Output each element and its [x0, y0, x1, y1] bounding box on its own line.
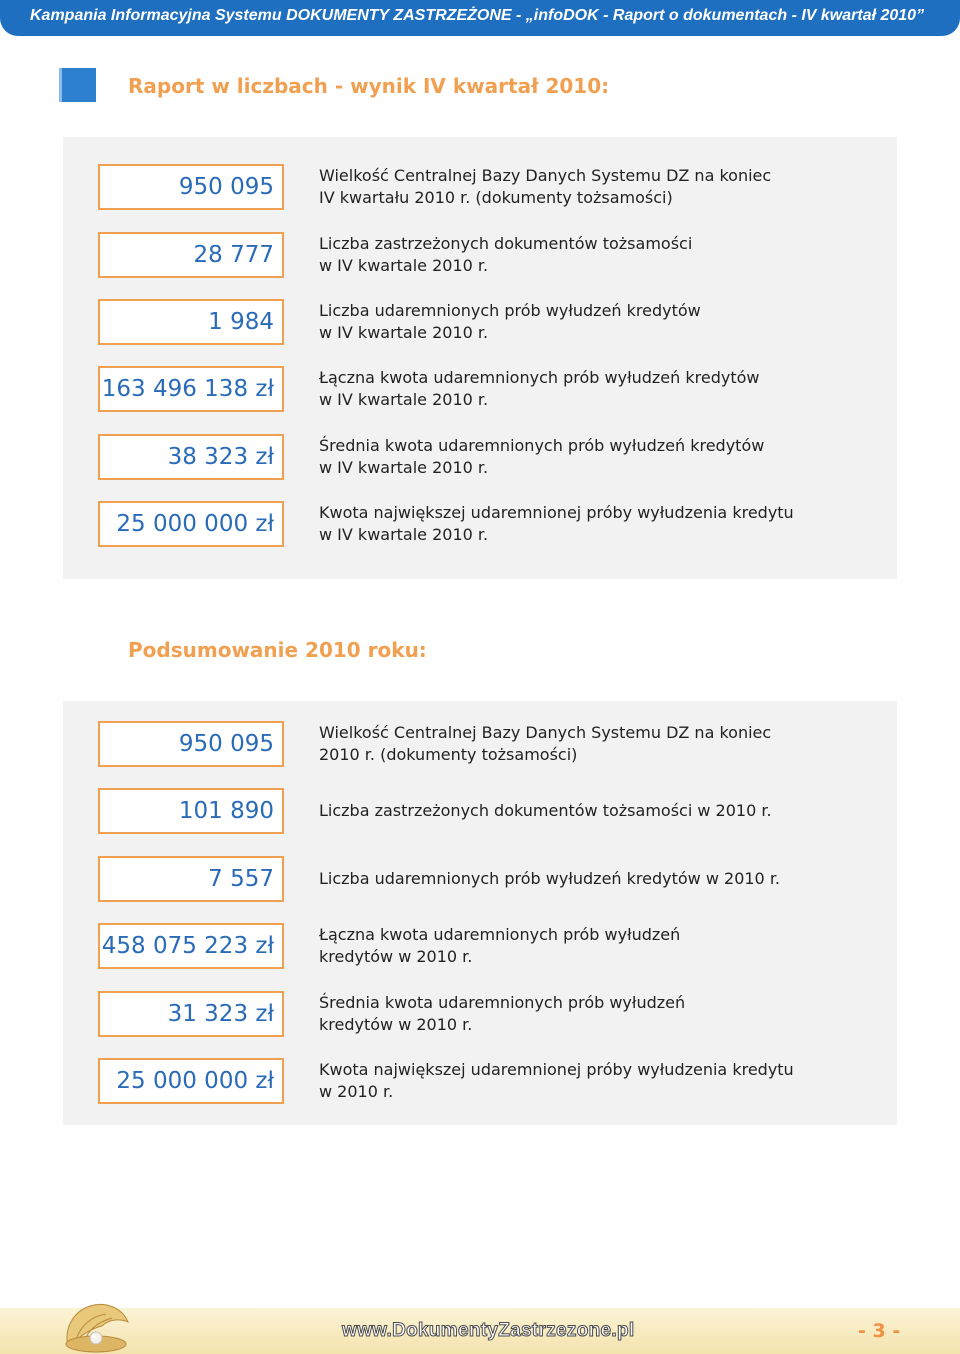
stat-description-line: w IV kwartale 2010 r.: [319, 525, 489, 544]
stat-row: [63, 366, 897, 416]
stat-description-line: Średnia kwota udaremnionych prób wyłudzeń kredytów: [319, 436, 765, 455]
stat-description-line: w 2010 r.: [319, 1082, 394, 1101]
stat-description-line: Wielkość Centralnej Bazy Danych Systemu DZ na koniec: [319, 723, 772, 742]
stat-description-line: w IV kwartale 2010 r.: [319, 458, 489, 477]
stat-description-line: kredytów w 2010 r.: [319, 947, 473, 966]
year-stats-panel: [63, 701, 897, 1125]
stat-description-line: w IV kwartale 2010 r.: [319, 323, 489, 342]
stat-value: 458 075 223 zł: [98, 923, 284, 969]
section-marker-square: [62, 68, 96, 102]
stat-value: 950 095: [98, 164, 284, 210]
section-title-2010: Podsumowanie 2010 roku:: [128, 638, 427, 662]
stat-description: [319, 300, 879, 344]
stat-value: 950 095: [98, 721, 284, 767]
stat-value: 25 000 000 zł: [98, 501, 284, 547]
q4-stats-panel: [63, 137, 897, 579]
stat-description-line: Liczba zastrzeżonych dokumentów tożsamości: [319, 234, 693, 253]
stat-description: [319, 502, 879, 546]
stat-description: [319, 924, 879, 968]
stat-row: [63, 788, 897, 838]
stat-description-line: w IV kwartale 2010 r.: [319, 256, 489, 275]
stat-description: [319, 1059, 879, 1103]
stat-description: [319, 722, 879, 766]
stat-row: [63, 923, 897, 973]
stat-description-line: Wielkość Centralnej Bazy Danych Systemu DZ na koniec: [319, 166, 772, 185]
stat-description-line: Łączna kwota udaremnionych prób wyłudzeń: [319, 925, 681, 944]
stat-value: 28 777: [98, 232, 284, 278]
stat-value: 25 000 000 zł: [98, 1058, 284, 1104]
stat-description-line: Kwota największej udaremnionej próby wyłudzenia kredytu: [319, 1060, 794, 1079]
stat-row: [63, 1058, 897, 1108]
header-title: Kampania Informacyjna Systemu DOKUMENTY ZASTRZEŻONE - „infoDOK - Raport o dokumentach - IV kwartał 2010”: [30, 7, 925, 24]
stat-description-line: Liczba zastrzeżonych dokumentów tożsamości w 2010 r.: [319, 801, 772, 820]
stat-description: [319, 233, 879, 277]
footer-url-link[interactable]: www.DokumentyZastrzezone.pl: [342, 1320, 635, 1341]
stat-description: [319, 868, 879, 890]
stat-description-line: IV kwartału 2010 r. (dokumenty tożsamości): [319, 188, 673, 207]
stat-description: [319, 165, 879, 209]
stat-value: 1 984: [98, 299, 284, 345]
pearl-shell-logo-icon: [62, 1296, 132, 1354]
stat-description-line: kredytów w 2010 r.: [319, 1015, 473, 1034]
stat-row: [63, 299, 897, 349]
stat-value: 38 323 zł: [98, 434, 284, 480]
stat-description-line: 2010 r. (dokumenty tożsamości): [319, 745, 578, 764]
stat-value: 7 557: [98, 856, 284, 902]
stat-value: 163 496 138 zł: [98, 366, 284, 412]
stat-value: 101 890: [98, 788, 284, 834]
stat-description-line: Średnia kwota udaremnionych prób wyłudzeń: [319, 993, 686, 1012]
stat-description-line: w IV kwartale 2010 r.: [319, 390, 489, 409]
page-number: - 3 -: [858, 1320, 901, 1342]
stat-row: [63, 721, 897, 771]
stat-row: [63, 434, 897, 484]
stat-row: [63, 232, 897, 282]
stat-description: [319, 992, 879, 1036]
stat-description: [319, 800, 879, 822]
stat-description-line: Łączna kwota udaremnionych prób wyłudzeń kredytów: [319, 368, 760, 387]
header-bar: [0, 0, 960, 36]
section-title-q4: Raport w liczbach - wynik IV kwartał 2010:: [128, 74, 610, 98]
stat-description: [319, 435, 879, 479]
stat-description: [319, 367, 879, 411]
stat-row: [63, 856, 897, 906]
stat-description-line: Kwota największej udaremnionej próby wyłudzenia kredytu: [319, 503, 794, 522]
stat-row: [63, 991, 897, 1041]
stat-row: [63, 501, 897, 551]
stat-description-line: Liczba udaremnionych prób wyłudzeń kredytów w 2010 r.: [319, 869, 781, 888]
stat-row: [63, 164, 897, 214]
stat-description-line: Liczba udaremnionych prób wyłudzeń kredytów: [319, 301, 701, 320]
stat-value: 31 323 zł: [98, 991, 284, 1037]
